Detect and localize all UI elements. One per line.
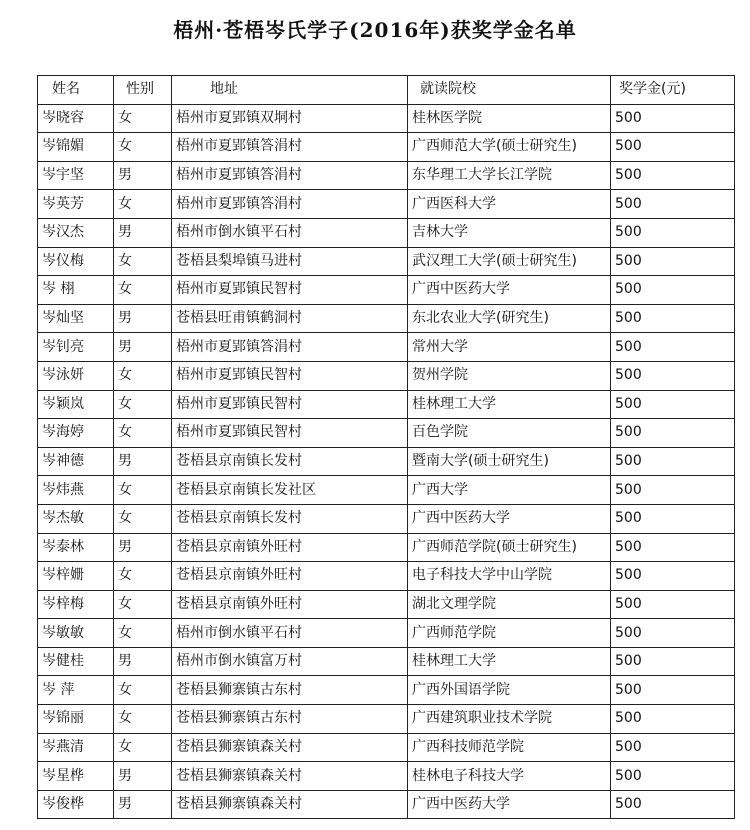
scholarship-table bbox=[37, 75, 735, 819]
name-cell: 岑泰林 bbox=[38, 533, 114, 562]
table-row bbox=[38, 676, 735, 705]
amount-cell: 500 bbox=[611, 762, 735, 791]
name-cell: 岑颖岚 bbox=[38, 390, 114, 419]
table-row bbox=[38, 133, 735, 162]
school-cell: 广西师范学院 bbox=[408, 619, 611, 648]
school-cell: 电子科技大学中山学院 bbox=[408, 562, 611, 591]
name-cell: 岑钊亮 bbox=[38, 333, 114, 362]
table-row bbox=[38, 562, 735, 591]
name-cell: 岑 栩 bbox=[38, 276, 114, 305]
gender-cell: 女 bbox=[114, 476, 172, 505]
amount-cell: 500 bbox=[611, 504, 735, 533]
gender-cell: 女 bbox=[114, 733, 172, 762]
name-cell: 岑宇坚 bbox=[38, 161, 114, 190]
gender-cell: 女 bbox=[114, 619, 172, 648]
table-row bbox=[38, 762, 735, 791]
header-name: 姓名 bbox=[38, 76, 114, 105]
school-cell: 桂林电子科技大学 bbox=[408, 762, 611, 791]
address-cell: 苍梧县狮寨镇森关村 bbox=[172, 762, 408, 791]
gender-cell: 女 bbox=[114, 133, 172, 162]
amount-cell: 500 bbox=[611, 533, 735, 562]
school-cell: 百色学院 bbox=[408, 419, 611, 448]
gender-cell: 男 bbox=[114, 762, 172, 791]
gender-cell: 女 bbox=[114, 590, 172, 619]
gender-cell: 男 bbox=[114, 447, 172, 476]
school-cell: 贺州学院 bbox=[408, 361, 611, 390]
address-cell: 苍梧县狮寨镇森关村 bbox=[172, 733, 408, 762]
table-row bbox=[38, 590, 735, 619]
gender-cell: 女 bbox=[114, 419, 172, 448]
name-cell: 岑梓姗 bbox=[38, 562, 114, 591]
amount-cell: 500 bbox=[611, 619, 735, 648]
address-cell: 苍梧县京南镇外旺村 bbox=[172, 562, 408, 591]
name-cell: 岑汉杰 bbox=[38, 218, 114, 247]
table-row bbox=[38, 447, 735, 476]
address-cell: 梧州市夏郢镇答涓村 bbox=[172, 133, 408, 162]
table-row bbox=[38, 705, 735, 734]
gender-cell: 女 bbox=[114, 104, 172, 133]
address-cell: 梧州市倒水镇富万村 bbox=[172, 647, 408, 676]
page-title: 梧州·苍梧岑氏学子(2016年)获奖学金名单 bbox=[173, 18, 577, 42]
amount-cell: 500 bbox=[611, 419, 735, 448]
name-cell: 岑海婷 bbox=[38, 419, 114, 448]
table-row bbox=[38, 104, 735, 133]
gender-cell: 女 bbox=[114, 247, 172, 276]
address-cell: 苍梧县狮寨镇古东村 bbox=[172, 676, 408, 705]
address-cell: 苍梧县旺甫镇鹤洞村 bbox=[172, 304, 408, 333]
amount-cell: 500 bbox=[611, 705, 735, 734]
address-cell: 苍梧县京南镇长发村 bbox=[172, 504, 408, 533]
gender-cell: 女 bbox=[114, 361, 172, 390]
name-cell: 岑英芳 bbox=[38, 190, 114, 219]
amount-cell: 500 bbox=[611, 476, 735, 505]
gender-cell: 男 bbox=[114, 161, 172, 190]
address-cell: 梧州市倒水镇平石村 bbox=[172, 218, 408, 247]
gender-cell: 女 bbox=[114, 562, 172, 591]
name-cell: 岑锦媚 bbox=[38, 133, 114, 162]
amount-cell: 500 bbox=[611, 304, 735, 333]
header-school: 就读院校 bbox=[408, 76, 611, 105]
name-cell: 岑杰敏 bbox=[38, 504, 114, 533]
amount-cell: 500 bbox=[611, 218, 735, 247]
school-cell: 广西师范学院(硕士研究生) bbox=[408, 533, 611, 562]
school-cell: 东北农业大学(研究生) bbox=[408, 304, 611, 333]
header-gender: 性别 bbox=[114, 76, 172, 105]
table-row bbox=[38, 390, 735, 419]
name-cell: 岑星桦 bbox=[38, 762, 114, 791]
table-row bbox=[38, 190, 735, 219]
table-row bbox=[38, 247, 735, 276]
gender-cell: 女 bbox=[114, 390, 172, 419]
address-cell: 梧州市夏郢镇答涓村 bbox=[172, 161, 408, 190]
table-row bbox=[38, 504, 735, 533]
school-cell: 东华理工大学长江学院 bbox=[408, 161, 611, 190]
table-row bbox=[38, 619, 735, 648]
address-cell: 苍梧县狮寨镇森关村 bbox=[172, 790, 408, 819]
address-cell: 苍梧县京南镇外旺村 bbox=[172, 533, 408, 562]
gender-cell: 女 bbox=[114, 705, 172, 734]
amount-cell: 500 bbox=[611, 390, 735, 419]
address-cell: 梧州市夏郢镇民智村 bbox=[172, 276, 408, 305]
school-cell: 广西建筑职业技术学院 bbox=[408, 705, 611, 734]
name-cell: 岑敏敏 bbox=[38, 619, 114, 648]
table-row bbox=[38, 533, 735, 562]
amount-cell: 500 bbox=[611, 276, 735, 305]
name-cell: 岑俊桦 bbox=[38, 790, 114, 819]
amount-cell: 500 bbox=[611, 790, 735, 819]
gender-cell: 女 bbox=[114, 276, 172, 305]
school-cell: 吉林大学 bbox=[408, 218, 611, 247]
name-cell: 岑晓容 bbox=[38, 104, 114, 133]
amount-cell: 500 bbox=[611, 447, 735, 476]
table-row bbox=[38, 476, 735, 505]
header-amount: 奖学金(元) bbox=[611, 76, 735, 105]
address-cell: 苍梧县狮寨镇古东村 bbox=[172, 705, 408, 734]
amount-cell: 500 bbox=[611, 161, 735, 190]
school-cell: 桂林理工大学 bbox=[408, 647, 611, 676]
gender-cell: 男 bbox=[114, 790, 172, 819]
name-cell: 岑 萍 bbox=[38, 676, 114, 705]
school-cell: 常州大学 bbox=[408, 333, 611, 362]
table-row bbox=[38, 361, 735, 390]
gender-cell: 男 bbox=[114, 304, 172, 333]
amount-cell: 500 bbox=[611, 133, 735, 162]
school-cell: 广西医科大学 bbox=[408, 190, 611, 219]
table-header-row bbox=[38, 76, 735, 105]
gender-cell: 女 bbox=[114, 676, 172, 705]
name-cell: 岑锦丽 bbox=[38, 705, 114, 734]
gender-cell: 男 bbox=[114, 333, 172, 362]
name-cell: 岑仪梅 bbox=[38, 247, 114, 276]
school-cell: 湖北文理学院 bbox=[408, 590, 611, 619]
table-row bbox=[38, 647, 735, 676]
name-cell: 岑灿坚 bbox=[38, 304, 114, 333]
school-cell: 广西中医药大学 bbox=[408, 276, 611, 305]
gender-cell: 男 bbox=[114, 218, 172, 247]
amount-cell: 500 bbox=[611, 190, 735, 219]
name-cell: 岑神德 bbox=[38, 447, 114, 476]
address-cell: 梧州市倒水镇平石村 bbox=[172, 619, 408, 648]
school-cell: 桂林医学院 bbox=[408, 104, 611, 133]
table-body bbox=[38, 104, 735, 819]
header-address: 地址 bbox=[172, 76, 408, 105]
table-row bbox=[38, 161, 735, 190]
school-cell: 广西中医药大学 bbox=[408, 790, 611, 819]
table-row bbox=[38, 276, 735, 305]
amount-cell: 500 bbox=[611, 647, 735, 676]
amount-cell: 500 bbox=[611, 333, 735, 362]
gender-cell: 女 bbox=[114, 190, 172, 219]
amount-cell: 500 bbox=[611, 733, 735, 762]
gender-cell: 男 bbox=[114, 647, 172, 676]
school-cell: 暨南大学(硕士研究生) bbox=[408, 447, 611, 476]
name-cell: 岑炜燕 bbox=[38, 476, 114, 505]
gender-cell: 男 bbox=[114, 533, 172, 562]
address-cell: 苍梧县京南镇长发村 bbox=[172, 447, 408, 476]
name-cell: 岑燕清 bbox=[38, 733, 114, 762]
table-row bbox=[38, 790, 735, 819]
amount-cell: 500 bbox=[611, 562, 735, 591]
table-row bbox=[38, 218, 735, 247]
address-cell: 梧州市夏郢镇民智村 bbox=[172, 419, 408, 448]
school-cell: 桂林理工大学 bbox=[408, 390, 611, 419]
school-cell: 广西中医药大学 bbox=[408, 504, 611, 533]
table-row bbox=[38, 304, 735, 333]
school-cell: 广西师范大学(硕士研究生) bbox=[408, 133, 611, 162]
address-cell: 梧州市夏郢镇答涓村 bbox=[172, 190, 408, 219]
school-cell: 广西大学 bbox=[408, 476, 611, 505]
address-cell: 梧州市夏郢镇民智村 bbox=[172, 361, 408, 390]
table-row bbox=[38, 419, 735, 448]
address-cell: 梧州市夏郢镇民智村 bbox=[172, 390, 408, 419]
table-row bbox=[38, 733, 735, 762]
amount-cell: 500 bbox=[611, 590, 735, 619]
table-row bbox=[38, 333, 735, 362]
amount-cell: 500 bbox=[611, 676, 735, 705]
name-cell: 岑健桂 bbox=[38, 647, 114, 676]
amount-cell: 500 bbox=[611, 247, 735, 276]
amount-cell: 500 bbox=[611, 104, 735, 133]
name-cell: 岑梓梅 bbox=[38, 590, 114, 619]
amount-cell: 500 bbox=[611, 361, 735, 390]
address-cell: 苍梧县梨埠镇马进村 bbox=[172, 247, 408, 276]
address-cell: 梧州市夏郢镇答涓村 bbox=[172, 333, 408, 362]
school-cell: 武汉理工大学(硕士研究生) bbox=[408, 247, 611, 276]
address-cell: 苍梧县京南镇长发社区 bbox=[172, 476, 408, 505]
school-cell: 广西外国语学院 bbox=[408, 676, 611, 705]
gender-cell: 女 bbox=[114, 504, 172, 533]
school-cell: 广西科技师范学院 bbox=[408, 733, 611, 762]
name-cell: 岑泳妍 bbox=[38, 361, 114, 390]
address-cell: 梧州市夏郢镇双垌村 bbox=[172, 104, 408, 133]
address-cell: 苍梧县京南镇外旺村 bbox=[172, 590, 408, 619]
